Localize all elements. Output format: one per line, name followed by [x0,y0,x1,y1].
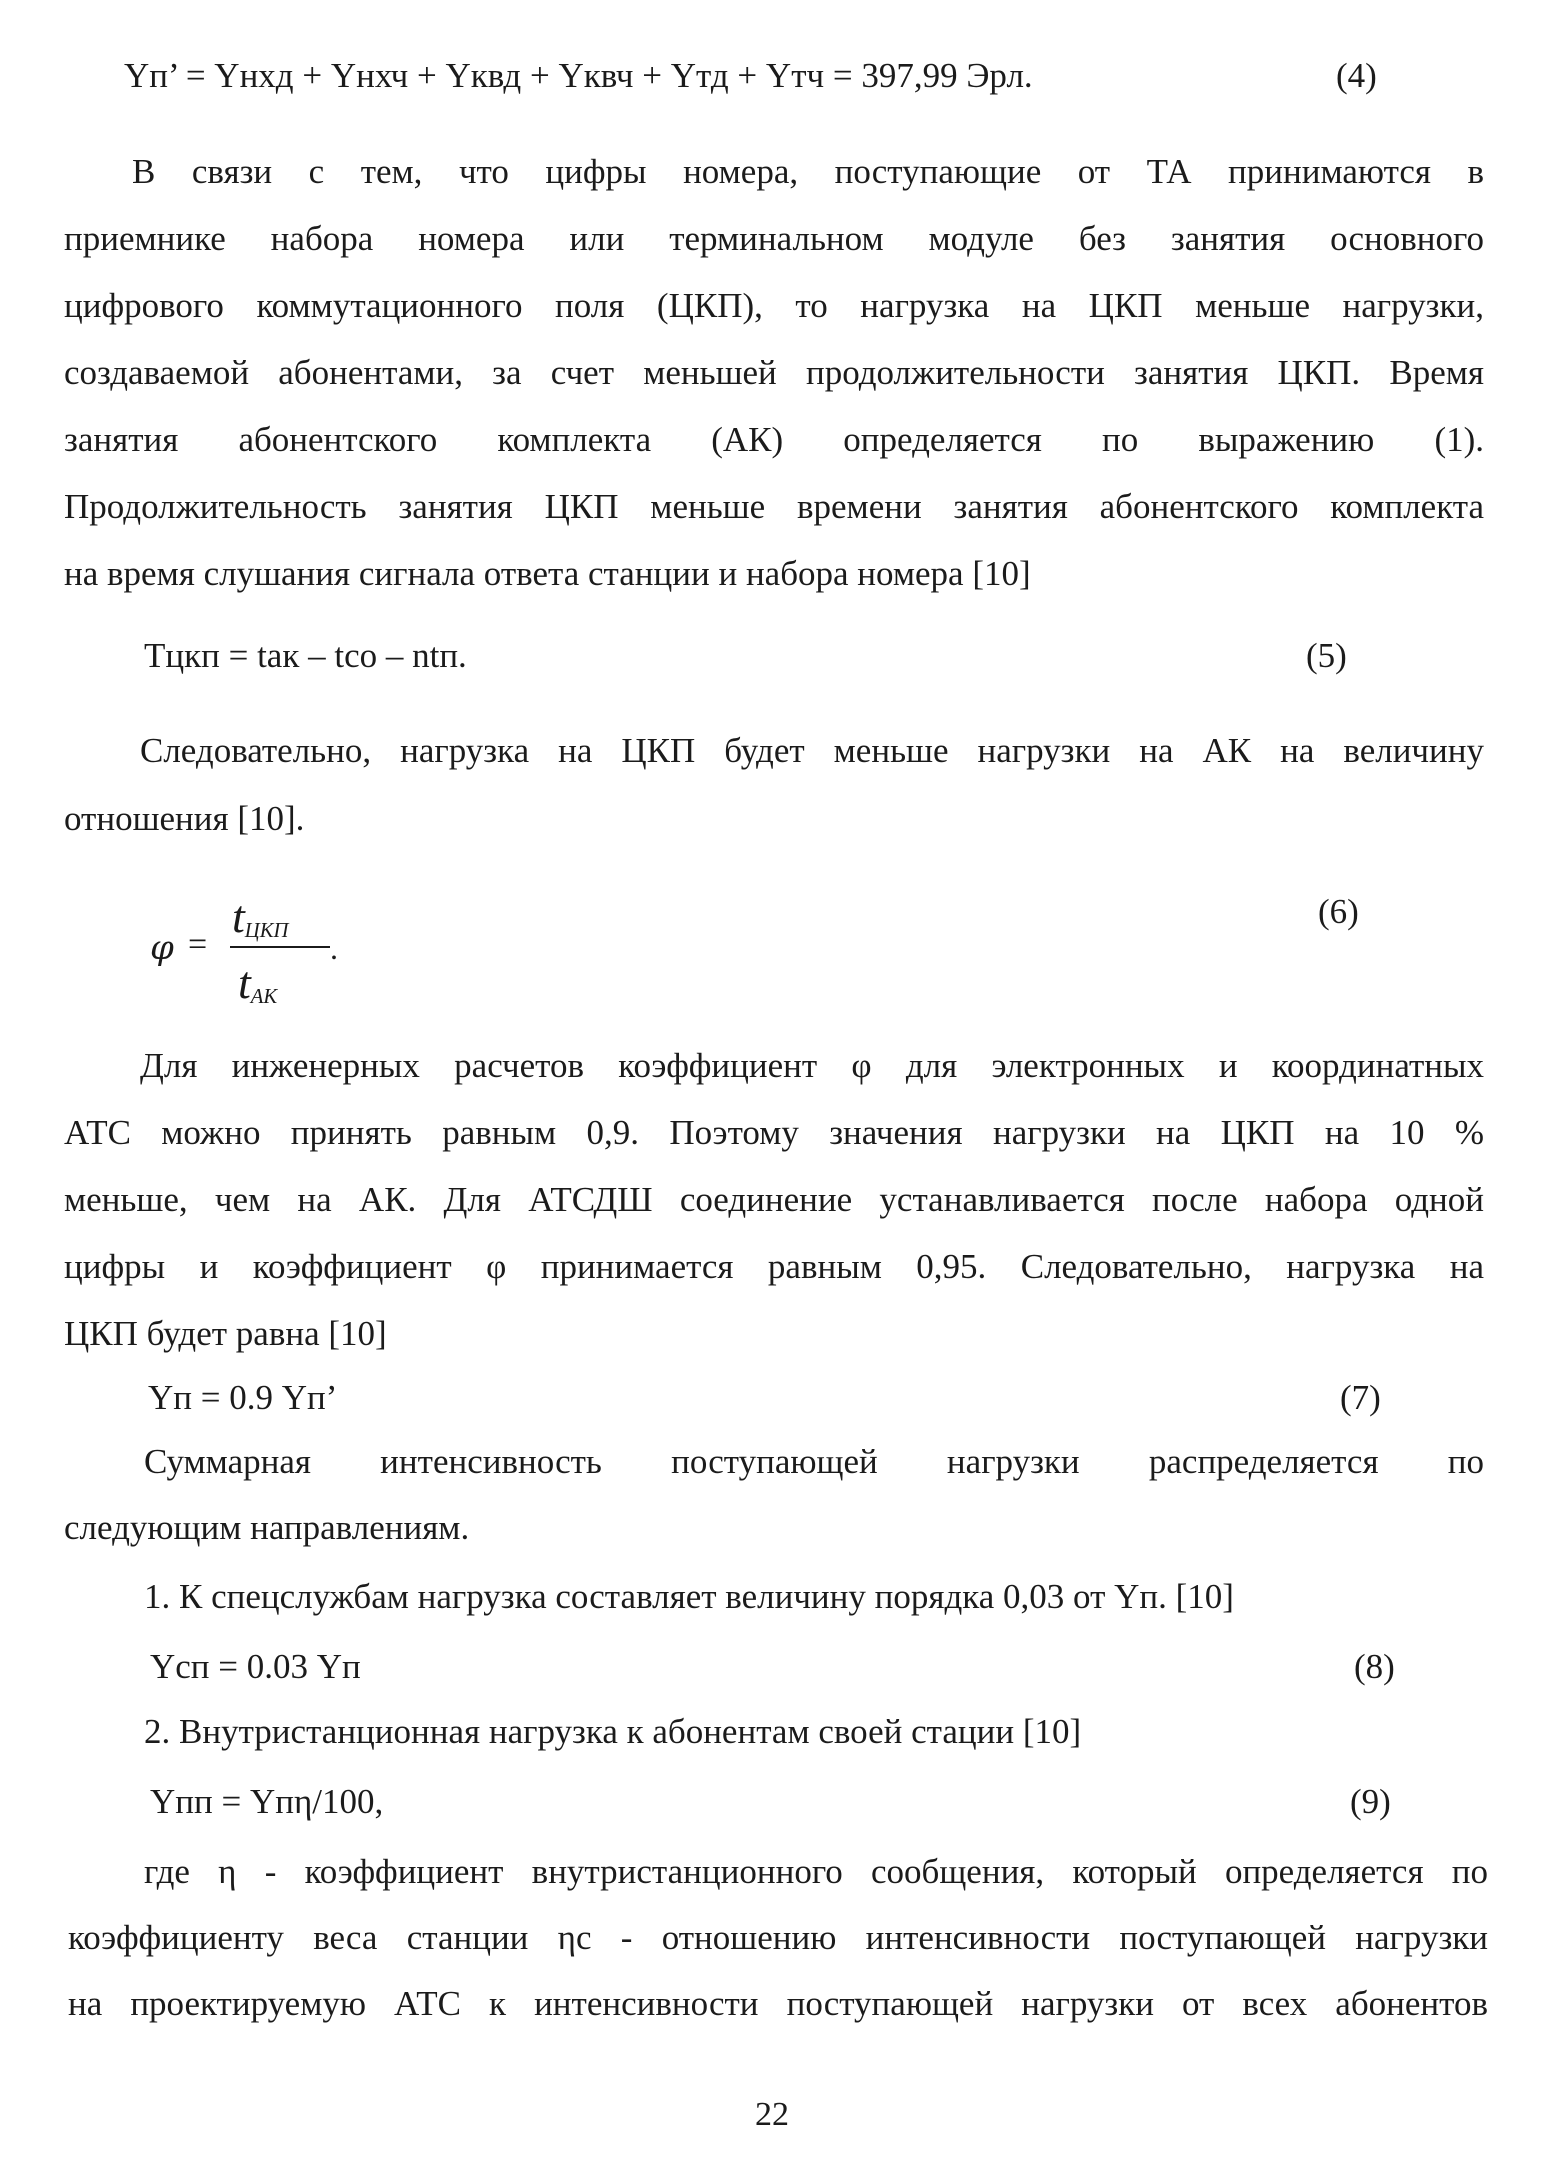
para1-line-7: на время слушания сигнала ответа станции и набора номера [10] [64,554,1031,593]
fraction-numerator: $t_{ЦКП}$ [232,891,289,943]
para5-line-3: на проектируемую АТС к интенсивности поступающей нагрузки от всех абонентов [68,1984,1488,2023]
para3-line-4: цифры и коэффициент φ принимается равным 0,95. Следовательно, нагрузка на [64,1247,1484,1286]
para3-line-3: меньше, чем на АК. Для АТСДШ соединение устанавливается после набора одной [64,1180,1484,1219]
para4-line-1: Суммарная интенсивность поступающей нагрузки распределяется по [144,1442,1484,1481]
para1-line-4: создаваемой абонентами, за счет меньшей продолжительности занятия ЦКП. Время [64,353,1484,392]
equation-5-number: (5) [1306,636,1347,675]
equation-4-number: (4) [1336,56,1377,95]
equation-6-fraction [150,890,450,1020]
para5-line-1: где η - коэффициент внутристанционного сообщения, который определяется по [144,1852,1488,1891]
equation-7: Yп = 0.9 Yп’ [148,1378,338,1417]
equation-8: Yсп = 0.03 Yп [150,1647,361,1686]
para2-line-1: Следовательно, нагрузка на ЦКП будет меньше нагрузки на АК на величину [140,731,1484,770]
phi-symbol: φ [150,928,174,968]
equation-8-number: (8) [1354,1647,1395,1686]
para1-line-6: Продолжительность занятия ЦКП меньше времени занятия абонентского комплекта [64,487,1484,526]
list-item-2: 2. Внутристанционная нагрузка к абонентам своей стации [10] [144,1712,1082,1751]
equation-6-number: (6) [1318,892,1359,931]
para1-line-3: цифрового коммутационного поля (ЦКП), то нагрузка на ЦКП меньше нагрузки, [64,286,1484,325]
para1-line-5: занятия абонентского комплекта (АК) определяется по выражению (1). [64,420,1484,459]
list-item-1: 1. К спецслужбам нагрузка составляет величину порядка 0,03 от Yп. [10] [144,1577,1234,1616]
para4-line-2: следующим направлениям. [64,1508,470,1547]
para2-line-2: отношения [10]. [64,799,305,838]
para1-line-2: приемнике набора номера или терминальном модуле без занятия основного [64,219,1484,258]
para3-line-5: ЦКП будет равна [10] [64,1314,387,1353]
fraction-period: . [330,930,338,966]
fraction-denominator: $t_{АК}$ [238,957,278,1009]
page-number: 22 [755,2096,789,2133]
equation-5: Tцкп = tак – tсо – ntп. [144,636,467,675]
para3-line-2: АТС можно принять равным 0,9. Поэтому значения нагрузки на ЦКП на 10 % [64,1113,1484,1152]
para5-line-2: коэффициенту веса станции ηс - отношению интенсивности поступающей нагрузки [68,1918,1488,1957]
para1-line-1: В связи с тем, что цифры номера, поступающие от ТА принимаются в [132,152,1484,191]
equation-7-number: (7) [1340,1378,1381,1417]
para3-line-1: Для инженерных расчетов коэффициент φ для электронных и координатных [140,1046,1484,1085]
fraction-bar [230,946,330,948]
equation-9-number: (9) [1350,1782,1391,1821]
equation-4: Yп’ = Yнхд + Yнхч + Yквд + Yквч + Yтд + Yтч = 397,99 Эрл. [124,56,1033,95]
equation-9: Yпп = Yпη/100, [150,1782,384,1821]
equals-sign: = [188,926,208,963]
